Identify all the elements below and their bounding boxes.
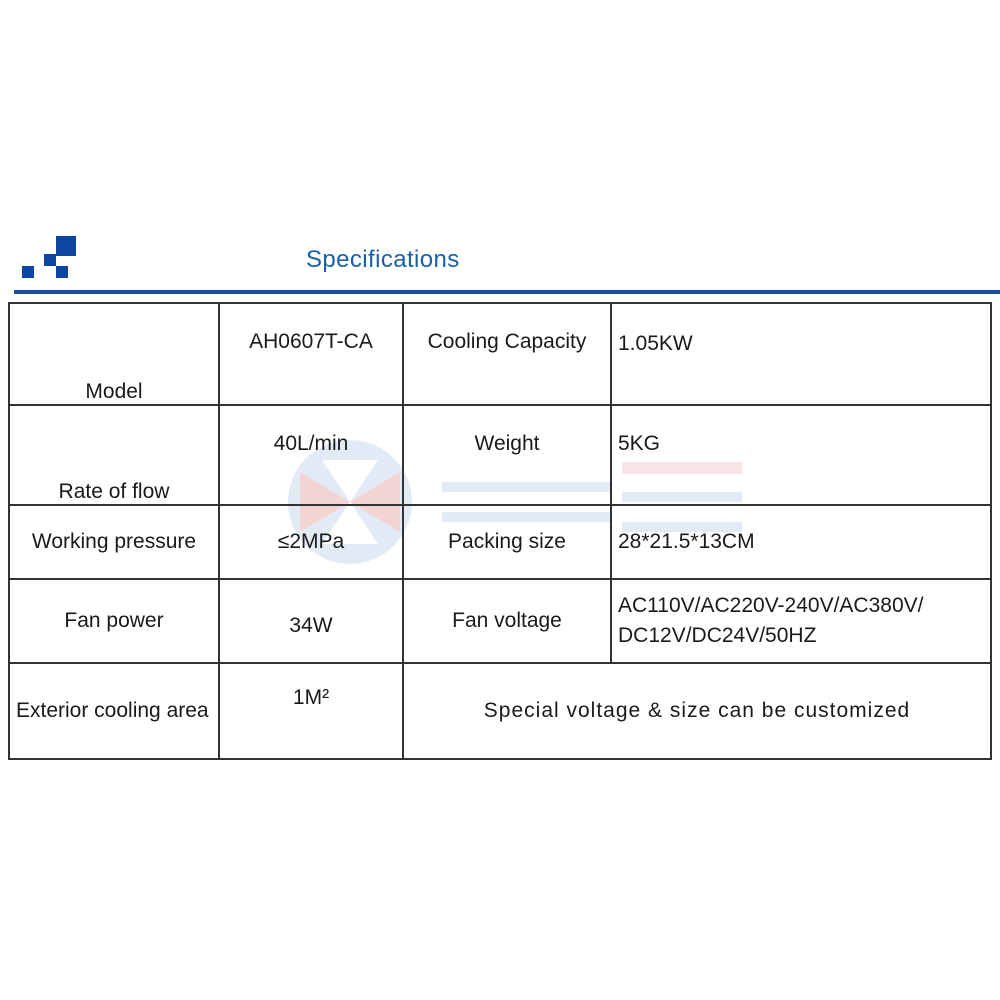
page-title: Specifications (306, 246, 460, 273)
table-row (9, 579, 991, 663)
label-working-pressure: Working pressure (9, 505, 219, 579)
value-cooling-capacity: 1.05KW (611, 303, 991, 405)
label-cooling-capacity: Cooling Capacity (403, 303, 611, 405)
table-row (9, 405, 991, 505)
value-exterior-cooling-area: 1M² (219, 663, 403, 759)
label-fan-voltage: Fan voltage (403, 579, 611, 663)
value-model: AH0607T-CA (219, 303, 403, 405)
blue-squares-icon (22, 236, 78, 280)
spec-table (8, 302, 992, 760)
fan-voltage-line-2: DC12V/DC24V/50HZ (618, 624, 817, 647)
fan-voltage-line-1: AC110V/AC220V-240V/AC380V/ (618, 594, 924, 617)
label-model: Model (9, 303, 219, 405)
logo-square-small-left (22, 266, 34, 278)
value-rate-of-flow: 40L/min (219, 405, 403, 505)
table-row (9, 303, 991, 405)
value-packing-size: 28*21.5*13CM (611, 505, 991, 579)
logo-square-mid (44, 254, 56, 266)
logo-square-large (56, 236, 76, 256)
label-exterior-cooling-area: Exterior cooling area (9, 663, 219, 759)
value-fan-power: 34W (219, 579, 403, 663)
label-fan-power: Fan power (9, 579, 219, 663)
value-weight: 5KG (611, 405, 991, 505)
label-weight: Weight (403, 405, 611, 505)
value-working-pressure: ≤2MPa (219, 505, 403, 579)
logo-square-small-right (56, 266, 68, 278)
title-divider (14, 290, 1000, 294)
table-row (9, 505, 991, 579)
value-fan-voltage (611, 579, 991, 663)
label-rate-of-flow: Rate of flow (9, 405, 219, 505)
table-row (9, 663, 991, 759)
label-packing-size: Packing size (403, 505, 611, 579)
customization-note: Special voltage & size can be customized (403, 663, 991, 759)
